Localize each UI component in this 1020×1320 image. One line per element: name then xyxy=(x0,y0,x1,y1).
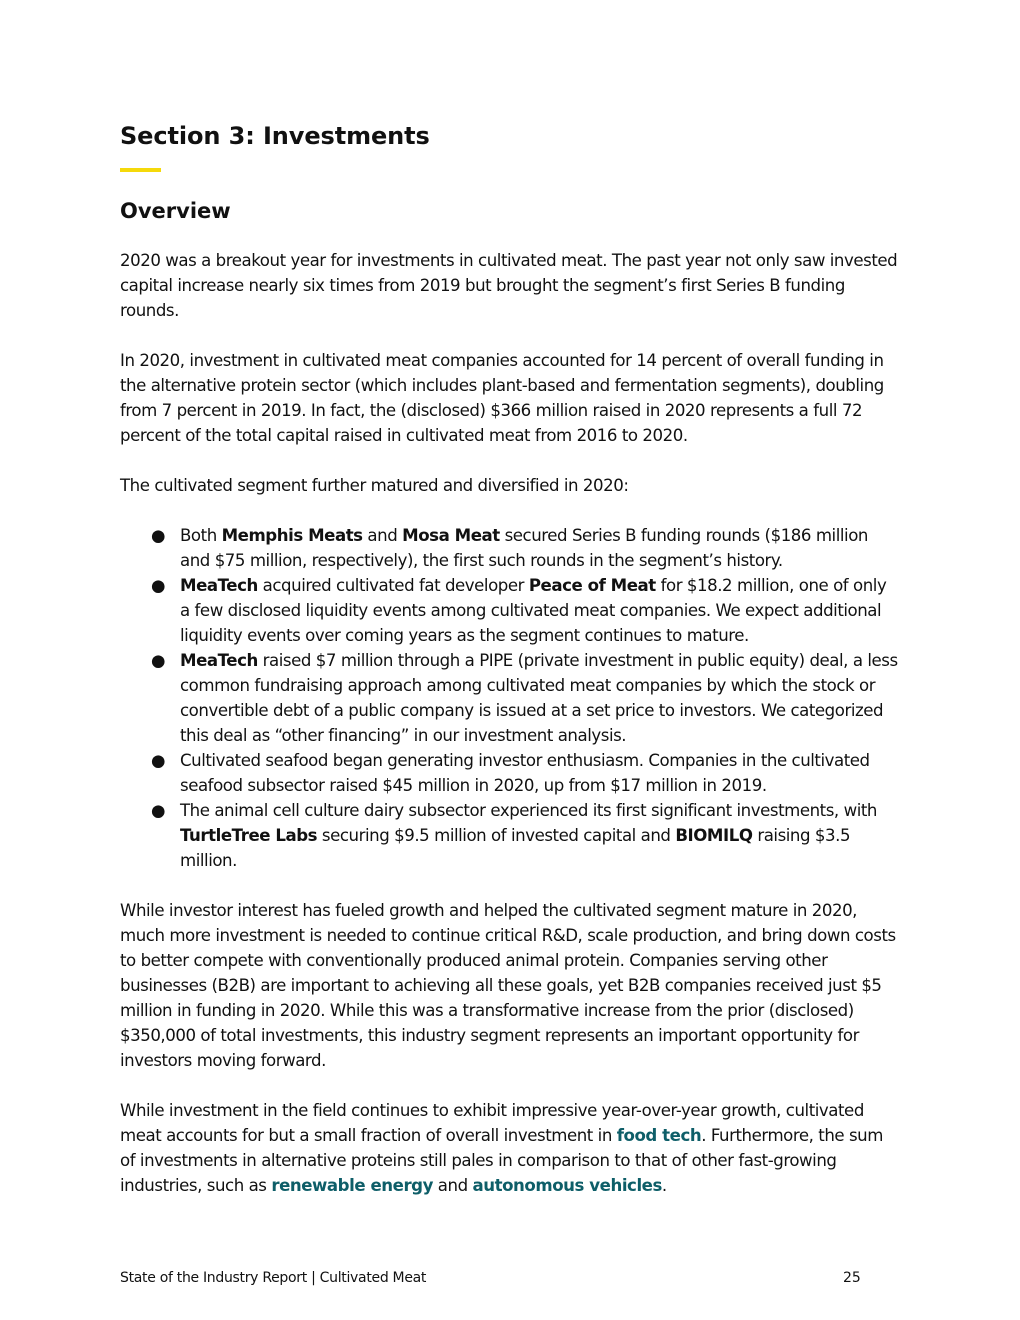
bullet-icon: ● xyxy=(151,801,166,820)
list-item: ● Both Memphis Meats and Mosa Meat secured Series B funding rounds ($186 million and $75 million, respectively), the first such rounds in the segment’s history. xyxy=(180,523,900,573)
food-tech-link[interactable]: food tech xyxy=(616,1126,702,1145)
company-name: BIOMILQ xyxy=(675,826,753,845)
page-number: 25 xyxy=(843,1270,861,1286)
company-name: TurtleTree Labs xyxy=(180,826,318,845)
company-name: Memphis Meats xyxy=(221,526,363,545)
company-name: MeaTech xyxy=(180,651,258,670)
body-text xyxy=(120,248,900,1223)
paragraph-comparison: While investment in the field continues to exhibit impressive year-over-year growth, cultivated meat accounts for but a small fraction of overall investment in food tech. Furthermore, the sum of investments in alternative proteins still pales in comparison to that of other fast-growing industries, such as renewable energy and autonomous vehicles. xyxy=(120,1101,883,1195)
bullet-icon: ● xyxy=(151,751,166,770)
highlights-list xyxy=(120,523,900,873)
list-item: ● MeaTech acquired cultivated fat developer Peace of Meat for $18.2 million, one of only a few disclosed liquidity events among cultivated meat companies. We expect additional liquidity events over coming years as the segment continues to mature. xyxy=(180,573,900,648)
bullet-icon: ● xyxy=(151,526,166,545)
list-item: ● The animal cell culture dairy subsector experienced its first significant investments, with TurtleTree Labs securing $9.5 million of invested capital and BIOMILQ raising $3.5 million. xyxy=(180,798,900,873)
paragraph-funding-share: In 2020, investment in cultivated meat companies accounted for 14 percent of overall funding in the alternative protein sector (which includes plant-based and fermentation segments), doubling from 7 percent in 2019. In fact, the (disclosed) $366 million raised in 2020 represents a full 72 percent of the total capital raised in cultivated meat from 2016 to 2020. xyxy=(120,351,884,445)
company-name: Mosa Meat xyxy=(402,526,500,545)
company-name: Peace of Meat xyxy=(528,576,656,595)
paragraph-list-intro: The cultivated segment further matured and diversified in 2020: xyxy=(120,476,629,495)
footer-report-title: State of the Industry Report | Cultivated Meat xyxy=(120,1270,427,1286)
renewable-energy-link[interactable]: renewable energy xyxy=(271,1176,433,1195)
company-name: MeaTech xyxy=(180,576,258,595)
paragraph-intro: 2020 was a breakout year for investments in cultivated meat. The past year not only saw invested capital increase nearly six times from 2019 but brought the segment’s first Series B funding rounds. xyxy=(120,251,898,320)
autonomous-vehicles-link[interactable]: autonomous vehicles xyxy=(472,1176,662,1195)
paragraph-b2b: While investor interest has fueled growth and helped the cultivated segment mature in 2020, much more investment is needed to continue critical R&D, scale production, and bring down costs to better compete with conventionally produced animal protein. Companies serving other businesses (B2B) are important to achieving all these goals, yet B2B companies received just $5 million in funding in 2020. While this was a transformative increase from the prior (disclosed) $350,000 of total investments, this industry segment represents an important opportunity for investors moving forward. xyxy=(120,901,896,1070)
bullet-icon: ● xyxy=(151,651,166,670)
section-title: Section 3: Investments xyxy=(120,122,430,150)
overview-heading: Overview xyxy=(120,199,231,223)
list-item: ● Cultivated seafood began generating investor enthusiasm. Companies in the cultivated seafood subsector raised $45 million in 2020, up from $17 million in 2019. xyxy=(180,748,900,798)
accent-rule xyxy=(120,168,161,172)
bullet-icon: ● xyxy=(151,576,166,595)
list-item: ● MeaTech raised $7 million through a PIPE (private investment in public equity) deal, a less common fundraising approach among cultivated meat companies by which the stock or convertible debt of a public company is issued at a set price to investors. We categorized this deal as “other financing” in our investment analysis. xyxy=(180,648,900,748)
